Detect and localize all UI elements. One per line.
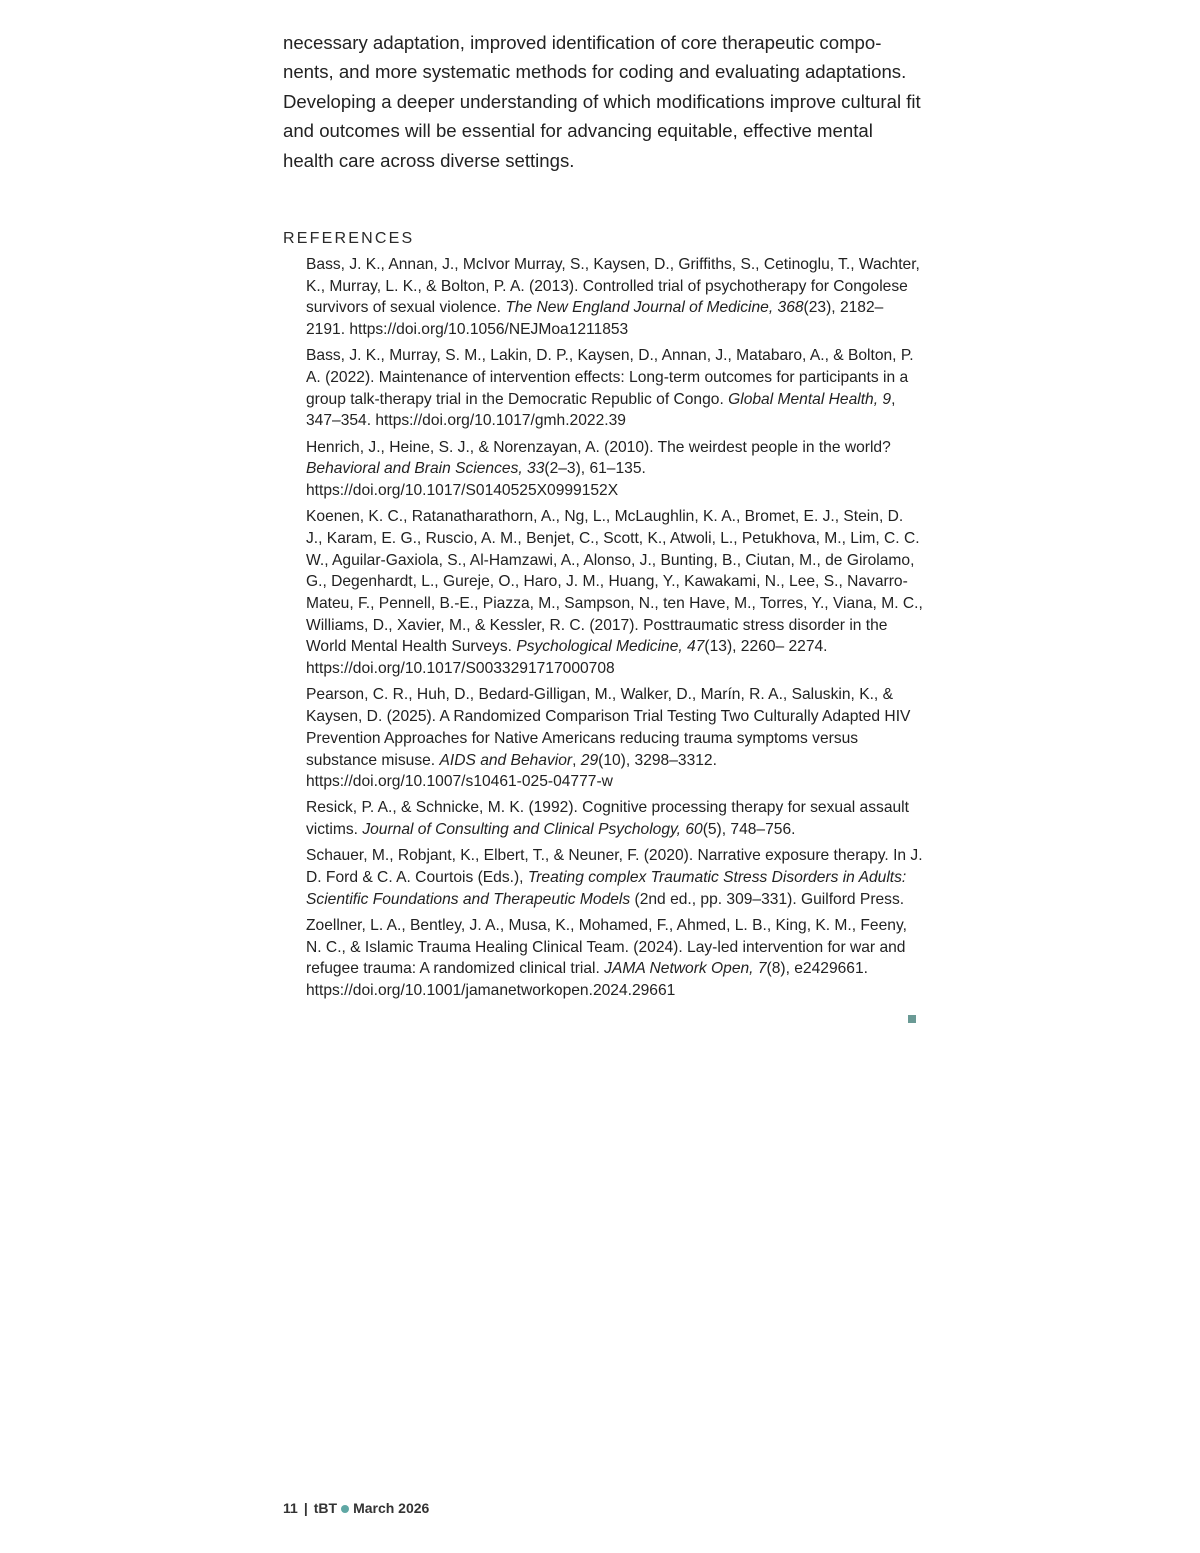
publication-name: tBT	[313, 1500, 338, 1516]
reference-item: Koenen, K. C., Ratanatharathorn, A., Ng, L., McLaughlin, K. A., Bromet, E. J., Stein, D. J., Karam, E. G., Ruscio, A. M., Benjet, C., Scott, K., Atwoli, L., Petukhova, M., Lim, C. C. W., Aguilar-Gaxiola, S., Al-Hamzawi, A., Alonso, J., Bunting, B., Ciutan, M., de Girolamo, G., Degenhardt, L., Gureje, O., Haro, J. M., Huang, Y., Kawakami, N., Lee, S., Navarro-Mateu, F., Pennell, B.-E., Piazza, M., Sampson, N., ten Have, M., Torres, Y., Viana, M. C., Williams, D., Xavier, M., & Kessler, R. C. (2017). Posttraumatic stress disorder in the World Mental Health Surveys. Psychological Medicine, 47(13), 2260– 2274. https://doi.org/10.1017/S0033291717000708	[306, 508, 923, 678]
page-footer	[283, 1500, 429, 1516]
page-number: 11	[283, 1500, 298, 1516]
reference-item: Resick, P. A., & Schnicke, M. K. (1992). Cognitive processing therapy for sexual assault victims. Journal of Consulting and Clinical Psychology, 60(5), 748–756.	[306, 799, 909, 839]
bullet-dot-icon	[341, 1505, 349, 1513]
reference-item: Bass, J. K., Annan, J., McIvor Murray, S., Kaysen, D., Griffiths, S., Cetinoglu, T., Wachter, K., Murray, L. K., & Bolton, P. A. (2013). Controlled trial of psychotherapy for Congolese survivors of sexual violence. The New England Journal of Medicine, 368(23), 2182– 2191. https://doi.org/10.1056/NEJMoa1211853	[306, 256, 920, 339]
closing-paragraph: necessary adaptation, improved identification of core therapeutic components, and more systematic methods for coding and evaluating adaptations. Developing a deeper understanding of which modifications improve cultural fit and outcomes will be essential for advancing equitable, effective mental health care across diverse settings.	[283, 32, 921, 171]
article-body	[283, 28, 923, 1006]
footer-separator: |	[303, 1500, 308, 1516]
end-of-article-square-icon	[908, 1015, 916, 1023]
reference-item: Zoellner, L. A., Bentley, J. A., Musa, K., Mohamed, F., Ahmed, L. B., King, K. M., Feeny, N. C., & Islamic Trauma Healing Clinical Team. (2024). Lay-led intervention for war and refugee trauma: A randomized clinical trial. JAMA Network Open, 7(8), e2429661. https://doi.org/10.1001/jamanetworkopen.2024.29661	[306, 916, 907, 1000]
reference-list	[283, 254, 923, 1002]
reference-item: Bass, J. K., Murray, S. M., Lakin, D. P., Kaysen, D., Annan, J., Matabaro, A., & Bolton, P. A. (2022). Maintenance of intervention effects: Long-term outcomes for participants in a group talk-therapy trial in the Democratic Republic of Congo. Global Mental Health, 9, 347–354. https://doi.org/10.1017/gmh.2022.39	[306, 347, 914, 430]
reference-item: Schauer, M., Robjant, K., Elbert, T., & Neuner, F. (2020). Narrative exposure therapy. In J. D. Ford & C. A. Courtois (Eds.), Treating complex Traumatic Stress Disorders in Adults: Scientific Foundations and Therapeutic Models (2nd ed., pp. 309–331). Guilford Press.	[306, 847, 923, 908]
issue-date: March 2026	[353, 1500, 430, 1516]
references-heading: REFERENCES	[283, 230, 415, 248]
reference-item: Henrich, J., Heine, S. J., & Norenzayan, A. (2010). The weirdest people in the world? Behavioral and Brain Sciences, 33(2–3), 61–135. https://doi.org/10.1017/S0140525X0999152X	[306, 438, 891, 500]
reference-item: Pearson, C. R., Huh, D., Bedard-Gilligan, M., Walker, D., Marín, R. A., Saluskin, K., & Kaysen, D. (2025). A Randomized Comparison Trial Testing Two Culturally Adapted HIV Prevention Approaches for Native Americans reducing trauma symptoms versus substance misuse. AIDS and Behavior, 29(10), 3298–3312. https://doi.org/10.1007/s10461-025-04777-w	[306, 686, 911, 791]
